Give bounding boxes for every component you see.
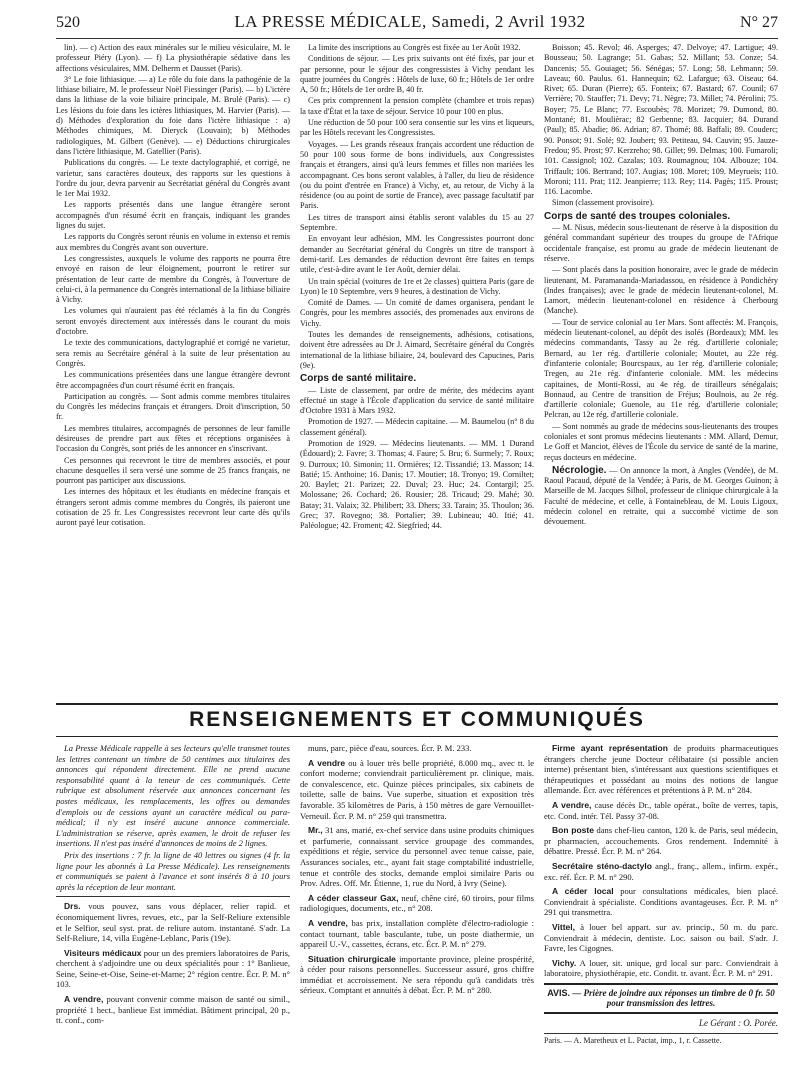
- announcements-intro: La Presse Médicale rappelle à ses lecteurs qu'elle transmet toutes les lettres contenant un timbre de 50 centimes aux titulaires des annonces qui répondent directement. Elle ne prend aucune responsabilité quant à la teneur de ces communiqués. Cette rubrique est absolument réservée aux annonces concernant les postes médicaux, les remplacements, les offres ou demandes d'emplois ou de cessions ayant un caractère médical ou para-médical; il n'y est inséré aucune annonce commerciale. L'administration se réserve, après examen, le droit de refuser les insertions. Il n'est pas inséré d'annonces de moins de 2 lignes.: [56, 743, 290, 849]
- announcements-column-3: [544, 743, 778, 1073]
- column-2: [300, 43, 534, 693]
- classified-ad-text: vous pouvez, sans vous déplacer, relier rapid. et économiquement livres, revues, etc., par la Self-Reliure extensible et le Selfior, seul syst. prat. de reliure autom. instantané. S'adr. La Self-Reliure, 14, villa Eugène-Leblanc, Paris (19e).: [56, 901, 290, 944]
- section-title-corps-militaire: Corps de santé militaire.: [300, 373, 417, 385]
- classified-ad-lead: Visiteurs médicaux: [64, 947, 142, 958]
- article-columns: [56, 43, 778, 693]
- article-paragraph: Un train spécial (voitures de 1re et 2e classes) quittera Paris (gare de Lyon) le 10 Septembre, vers 9 heures, à destination de Vichy.: [300, 276, 534, 296]
- announcements-column-2: [300, 743, 534, 1073]
- classified-ad-lead: Drs.: [64, 901, 81, 912]
- section-title-corps-colonial: Corps de santé des troupes coloniales.: [544, 210, 731, 222]
- classified-ad: [544, 861, 778, 882]
- article-paragraph: — Liste de classement, par ordre de mérite, des médecins ayant effectué un stage à l'École d'application du service de santé militaire d'Octobre 1931 à Mars 1932.: [300, 385, 534, 416]
- article-paragraph: lin). — c) Action des eaux minérales sur le milieu vésiculaire, M. le professeur Piéry (Lyon). — f) La physiothérapie sédative dans les affections vésiculaires, MM. Delherm et Dausset (Paris).: [56, 43, 290, 73]
- page-number: 520: [56, 14, 80, 31]
- article-paragraph: Promotion de 1927. — Médecin capitaine. — M. Baumelou (n° 8 du classement général).: [300, 417, 534, 437]
- article-paragraph: Publications du congrès. — Le texte dactylographié, et corrigé, ne varietur, sans caractères douteux, des rapports sur les questions à l'ordre du jour, devra parvenir au Secrétariat général du Congrès avant le 1er Mai 1932.: [56, 158, 290, 199]
- article-paragraph: La limite des inscriptions au Congrès est fixée au 1er Août 1932.: [308, 43, 521, 52]
- classified-ad-lead: Bon poste: [552, 825, 594, 836]
- classified-ad-lead: A vendre,: [64, 994, 104, 1005]
- page-header: [56, 12, 778, 39]
- article-paragraph: Les congressistes, auxquels le volume des rapports ne pourra être envoyé en raison de leur éloignement, pourront le retirer sur présentation de leur carte de membre du Congrès, à l'ouverture de celui-ci, à la permanence du Congrès international de la lithiase biliaire à Vichy.: [56, 253, 290, 305]
- classified-ad-lead: A céder classeur Gax,: [308, 892, 399, 903]
- article-paragraph: Les internes des hôpitaux et les étudiants en médecine français et étrangers seront admis comme membres du Congrès, ils paieront une cotisation de 25 fr. Les Congressistes recevront leur carte dès qu'ils auront payé leur cotisation.: [56, 487, 290, 528]
- gerant-signature: Le Gérant : O. Porée.: [699, 1018, 778, 1029]
- classified-ad-lead: Secrétaire sténo-dactylo: [552, 860, 652, 871]
- article-paragraph: — Sont placés dans la position honoraire, avec le grade de médecin lieutenant, M. Paramananda-Mariadassou, en résidence à Pondichéry (Indes françaises); avec le grade de médecin lieutenant-colonel, M. Lamort, médecin lieutenant-colonel en résidence à Cherbourg (Manche).: [544, 265, 778, 316]
- classified-ad: [544, 886, 778, 918]
- classified-ad: [300, 758, 534, 822]
- classified-ad: [300, 954, 534, 996]
- article-paragraph: Promotion de 1929. — Médecins lieutenants. — MM. 1 Durand (Édouard); 2. Favre; 3. Thomas; 4. Faure; 5. Bru; 6. Surmely; 7. Roux; 9. Durroux; 10. Simonin; 11. Ormières; 12. Tissandié; 13. Masson; 14. Batié; 15. Anthoine; 16. Danis; 17. Moutier; 18. Tronyo; 19. Corniltet; 20. Baylet; 21. Parizet; 22. Duval; 23. Huc; 24. Contargil; 25. Molossane; 26. Cochard; 26. Rousier; 28. Tricaud; 29. Mahé; 30. Batay; 31. Valaix; 32. Philibert; 33. Dhers; 33. Tarain; 35. Thoulon; 36. Grec; 37. Rovegno; 38. Portalier; 39. Lubineau; 40. Itié; 41. Paléologue; 42. Froment; 42. Siegfried; 44.: [300, 438, 534, 531]
- journal-title: LA PRESSE MÉDICALE, Samedi, 2 Avril 1932: [234, 12, 586, 31]
- classified-ad-text: bas prix, installation complète d'électro-radiologie : contact tournant, table basculante, tube, un poste diathermie, un appareil U.-V., cassettes, écrans, etc. Écr. P. M. n° 279.: [300, 917, 534, 950]
- classified-ad-lead: Mr.,: [308, 825, 323, 836]
- classified-ad: [300, 918, 534, 950]
- divider: [56, 896, 290, 897]
- classified-ad-text: dans chef-lieu canton, 120 k. de Paris, seul médecin, pr pharmacien, accouchements. Gros rendement. Indemnité à débattre. Pressé. Écr. P. M. n° 264.: [544, 825, 778, 857]
- classified-ad-lead: A vendre,: [552, 799, 592, 810]
- avis-box: [544, 983, 778, 1014]
- announcements-column-1: [56, 743, 290, 1073]
- classified-ad-text: pouvant convenir comme maison de santé ou simil., propriété 1 hect., banlieue Est immédiat. Bâtiment principal, 20 p., tt. conf., com-: [56, 994, 290, 1026]
- column-1: [56, 43, 290, 693]
- announcements-prices: Prix des insertions : 7 fr. la ligne de 40 lettres ou signes (4 fr. la ligne pour les abonnés à La Presse Médicale). Les renseignements et communiqués se paient à l'avance et sont insérés 8 à 10 jours après la réception de leur montant.: [56, 849, 290, 892]
- article-paragraph: Le texte des communications, dactylographié et corrigé ne varietur, sera remis au Secrétaire général à la suite de leur présentation au Congrès.: [56, 338, 290, 368]
- article-paragraph: — M. Nisus, médecin sous-lieutenant de réserve à la disposition du général commandant supérieur des troupes du groupe de l'Afrique occidentale française, est promu au grade de médecin lieutenant de réserve.: [544, 223, 778, 263]
- classified-ad: [544, 958, 778, 979]
- necrologie-text: — On annonce la mort, à Angles (Vendée), de M. Raoul Pacaud, député de la Vendée; à Paris, de M. Georges Guinon; à Marseille de M. Jacques Silhol, professeur de clinique chirurgicale à la Faculté de médecine, et celle, à Fontainebleau, de M. Louis Ligoux, médecin colonel en retraite, qui a succombé victime de son dévouement.: [544, 465, 778, 527]
- article-paragraph: Les rapports du Congrès seront réunis en volume in extenso et remis aux membres du Congrès avant son ouverture.: [56, 232, 290, 252]
- classified-ad-text: cause décès Dr., table opérat., boîte de verres, tapis, etc. Cond. intér. Tél. Passy 37-08.: [544, 799, 778, 821]
- article-paragraph: Les rapports présentés dans une langue étrangère seront accompagnés d'un résumé écrit en français, indiquant les grandes lignes du sujet.: [56, 200, 290, 231]
- classified-ad: [544, 800, 778, 821]
- classified-ad-lead: Firme ayant représentation: [552, 743, 668, 753]
- classified-ad-lead: A céder local: [552, 886, 614, 897]
- article-paragraph: Toutes les demandes de renseignements, adhésions, cotisations, doivent être adressées au Dr J. Aimard, Secrétaire général du Congrès international de la lithiase biliaire, 24, boulevard des Capucines, Paris (9e).: [300, 330, 534, 370]
- classified-ad-text: neuf, chêne ciré, 60 tiroirs, pour films radiologiques, documents, etc., n° 208.: [300, 892, 534, 914]
- article-paragraph: Ces personnes qui recevront le titre de membres associés, et pour chacune desquelles il sera versé une somme de 25 francs français, ne pourront pas participer aux discussions.: [56, 455, 290, 486]
- classified-ad: [300, 743, 534, 754]
- classified-ad: [56, 994, 290, 1026]
- classified-ad-text: de produits pharmaceutiques étrangers cherche jeune Docteur célibataire (si possible ancien interne) présentant bien, s'intéressant aux questions scientifiques et thérapeutiques et possédant au moins des notions de langue allemande. Écr. avec références et prétentions à P. M. n° 284.: [544, 743, 778, 796]
- article-paragraph: Les titres de transport ainsi établis seront valables du 15 au 27 Septembre.: [300, 212, 534, 233]
- article-paragraph: Conditions de séjour. — Les prix suivants ont été fixés, par jour et par personne, pour le séjour des congressistes à Vichy pendant les quatre journées du Congrès : Hôtels de luxe, 60 fr.; Hôtels de 1er ordre A, 50 fr.; Hôtels de 1er ordre B, 40 fr.: [300, 54, 534, 95]
- classified-ad-lead: Vittel,: [552, 921, 575, 932]
- classified-ad-text: pour consultations médicales, bien placé. Conviendrait à spécialiste. Conditions avantageuses. Écr. P. M. n° 291 qui transmettra.: [544, 886, 778, 918]
- classified-ad-text: angl., franç., allem., infirm. expér., exc. réf. Écr. P. M. n° 290.: [544, 860, 778, 882]
- classified-ad-lead: Vichy.: [552, 957, 577, 968]
- classified-ad-text: ou à louer très belle propriété, 8.000 mq., avec tt. le confort moderne; conviendrait particulièrement pr. clinique, mais. de convalescence, etc. Quinze pièces principales, six cabinets de toilette, salle de bains. Vue superbe, situation et exposition très favorable. 35 kilomètres de Paris, à 150 mètres de gare Vernouillet-Verneuil. Écr. P. M. n° 259 qui transmettra.: [300, 757, 534, 821]
- column-3: [544, 43, 778, 693]
- article-paragraph: Une réduction de 50 pour 100 sera consentie sur les vins et liqueurs, par les Hôtels recevant les Congressistes.: [300, 118, 534, 138]
- avis-text: — Prière de joindre aux réponses un timbre de 0 fr. 50 pour transmission des lettres.: [572, 987, 775, 1009]
- classified-ad-text: muns, parc, pièce d'eau, sources. Écr. P. M. 233.: [308, 743, 472, 753]
- classified-ad-text: 31 ans, marié, ex-chef service dans usine produits chimiques et parfumerie, connaissant service groupage des commandes, expéditions et régie, service du personnel avec tenue caisse, paie, Assurances sociales, etc., ayant fait stage comptabilité industrielle, tenue et contrôle des stocks, demande emploi similaire Paris ou Prov. Adres. Off. Mr. Étienne, 1, rue du Nord, à Ivry (Seine).: [300, 825, 534, 889]
- classified-ad: [544, 825, 778, 857]
- classified-ad-text: à louer bel appart. sur av. princip., 50 m. du parc. Conviendrait à médecin, dentiste. Loc. saison ou bail. S'adr. J. Favre, les Cigognes.: [544, 921, 778, 954]
- issue-number: N° 27: [740, 14, 778, 31]
- article-paragraph: Comité de Dames. — Un comité de dames organisera, pendant le Congrès, pour les membres associés, des promenades aux environs de Vichy.: [300, 298, 534, 328]
- article-paragraph: Les communications présentées dans une langue étrangère devront être accompagnées d'un court résumé écrit en français.: [56, 370, 290, 390]
- article-paragraph: Les membres titulaires, accompagnés de personnes de leur famille désireuses de prendre part aux fêtes et réceptions organisées à l'occasion du Congrès, sont priés de les annoncer en s'inscrivant.: [56, 423, 290, 454]
- classified-ad-text: A louer, sit. unique, grd local sur parc. Conviendrait à laboratoire, physiothérapie, etc. Condit. tr. avant. Écr. P. M. n° 291.: [544, 957, 778, 979]
- article-paragraph: En envoyant leur adhésion, MM. les Congressistes pourront donc demander au Secrétariat général du Congrès un titre de transport à demi-tarif. Les demandes de réduction devront être faites en temps utile, c'est-à-dire avant le 1er Août, dernier délai.: [300, 234, 534, 275]
- article-paragraph: Boisson; 45. Revol; 46. Asperges; 47. Delvoye; 47. Lartigue; 49. Bousseau; 50. Lagrange; 51. Gabas; 52. Millant; 53. Conze; 54. Dancenis; 55. Gouiaget; 56. Sénégas; 57. Long; 58. Lehmann; 59. Laveau; 60. Paulus. 61. Hannequin; 62. Lafargue; 63. Oiseau; 64. Rivet; 65. Duran (Pierre); 65. Fonteix; 67. Bastard; 67. Counil; 67 Verrière; 70. Stauffer; 71. Devy; 71. Nègre; 73. Millet; 74. Pérolini; 75. Boyer; 75. Le Blanc; 77. Escoubès; 78. Morizet; 79. Dumond, 80. Montané; 81. Moulièrac; 82 Gerbenne; 83. Jacquier; 84. Durand (Paul); 85. Abadie; 86. Adrian; 87. Thomé; 88. Baffali; 89. Couderc; 90. Ponsot; 91. Solé; 92. Joubert; 93. Petiteau, 94. Cauvin; 95. Jauze-Fredou; 95. Prost; 97. Kerzreho; 98. Gillet; 99. Delmas; 100. Fumaroli; 101. Cassignol; 102. Cazalas; 103. Roumagnou; 104. Albouze; 104. Triffault; 106. Bertrand; 107. Augias; 108. Moret; 109. Meyrueis; 110. Moroni; 111. Prat; 112. Jeanpierre; 113. Rey; 114. Pagès; 115. Proust; 116. Lacombe.: [544, 43, 778, 197]
- article-paragraph: Participation au congrès. — Sont admis comme membres titulaires du Congrès les médecins français et étrangers. Droit d'inscription, 50 fr.: [56, 391, 290, 422]
- classified-ad-lead: A vendre,: [308, 917, 348, 928]
- classified-ad: [56, 901, 290, 943]
- article-paragraph: — Tour de service colonial au 1er Mars. Sont affectés: M. François, médecin lieutenant-colonel, au dépôt des isolés (Bordeaux); MM. les médecins commandants, Tassy au 2e rég. d'artillerie coloniale; Bernard, au 1er rég. d'artillerie coloniale; Moutet, au 22e rég. d'infanterie coloniale; Bourcspaux, au 1er rég. d'artillerie coloniale; Tregen, au 21e rég. d'infanterie coloniale. MM. les médecins capitaines, de Monti-Rossi, au 4e rég. de tirailleurs sénégalais; Bonnaud, au Centre de transition de Fréjus; Boulnois, au 2e rég. d'artillerie coloniale; Guenole, au 11e rég. d'artillerie coloniale; Pelcran, au 12e rég. d'artillerie coloniale.: [544, 317, 778, 420]
- classified-ad-text: importante province, pleine prospérité, à céder pour raisons personnelles. Successeur assuré, gros chiffre immédiat et accroissement. Ne sera répondu qu'à candidats très sérieux. Comptant et annuités à débat. Écr. P. M. n° 280.: [300, 953, 534, 996]
- classified-ad: [544, 743, 778, 796]
- article-paragraph: Ces prix comprennent la pension complète (chambre et trois repas) la taxe d'État et la taxe de séjour. Service 10 pour 100 en plus.: [300, 96, 534, 116]
- article-paragraph: — Sont nommés au grade de médecins sous-lieutenants des troupes coloniales et sont promus médecins lieutenants : MM. Allard, Demur, Le Goff et Manciot, élèves de l'École du service de santé de la marine, reçus docteurs en médecine.: [544, 421, 778, 462]
- avis-label: AVIS.: [547, 987, 571, 998]
- section-banner: RENSEIGNEMENTS ET COMMUNIQUÉS: [56, 703, 778, 737]
- announcements: [56, 743, 778, 1073]
- classified-ad: [544, 922, 778, 954]
- classified-ad: [56, 948, 290, 990]
- classified-ad-text: pour un des premiers laboratoires de Paris, cherchent à s'adjoindre une ou deux spécialités pour : 1° Banlieue, Seine, Seine-et-Oise, Seine-et-Marne; 2° région centre. Écr. P. M. n° 103.: [56, 947, 290, 990]
- article-paragraph: 3° Le foie lithiasique. — a) Le rôle du foie dans la pathogénie de la lithiase biliaire, M. le professeur Noël Fiessinger (Paris). — b) L'ictère dans la lithiase de la voie biliaire principale, M. Brulé (Paris). — c) Les lésions du foie dans les ictères lithiasiques, M. Harvier (Paris). — d) Méthodes d'exploration du foie dans l'ictère lithiasique : a) Méthodes chimiques, M. Dieryck (Louvain); b) Méthodes radiologiques, M. Gilbert (Genève). — e) Déductions chirurgicales dans l'ictère lithiasique, M. Gatellier (Paris).: [56, 74, 290, 156]
- classified-ad: [300, 825, 534, 889]
- section-title-necrologie: Nécrologie.: [552, 464, 607, 476]
- printer-line: Paris. — A. Maretheux et L. Pactat, imp., 1, r. Cassette.: [544, 1033, 778, 1047]
- classified-ad-lead: Situation chirurgicale: [308, 953, 396, 964]
- article-paragraph: Les volumes qui n'auraient pas été réclamés à la fin du Congrès seront envoyés directement aux intéressés dans le courant du mois d'octobre.: [56, 306, 290, 337]
- article-paragraph: Voyages. — Les grands réseaux français accordent une réduction de 50 pour 100 sous forme de bons individuels, aux Congressistes français et étrangers, ainsi qu'à leurs femmes et filles non mariées les accompagnant. Ces bons seront valables, à l'aller, du lieu de résidence (ou du point d'entrée en France) à Vichy, et, au retour, de Vichy à la résidence (ou au point de sortie de France), avec passage facultatif par Paris.: [300, 139, 534, 211]
- classified-ad-lead: A vendre: [308, 757, 346, 768]
- article-paragraph: Simon (classement provisoire).: [552, 198, 655, 208]
- classified-ad: [300, 893, 534, 914]
